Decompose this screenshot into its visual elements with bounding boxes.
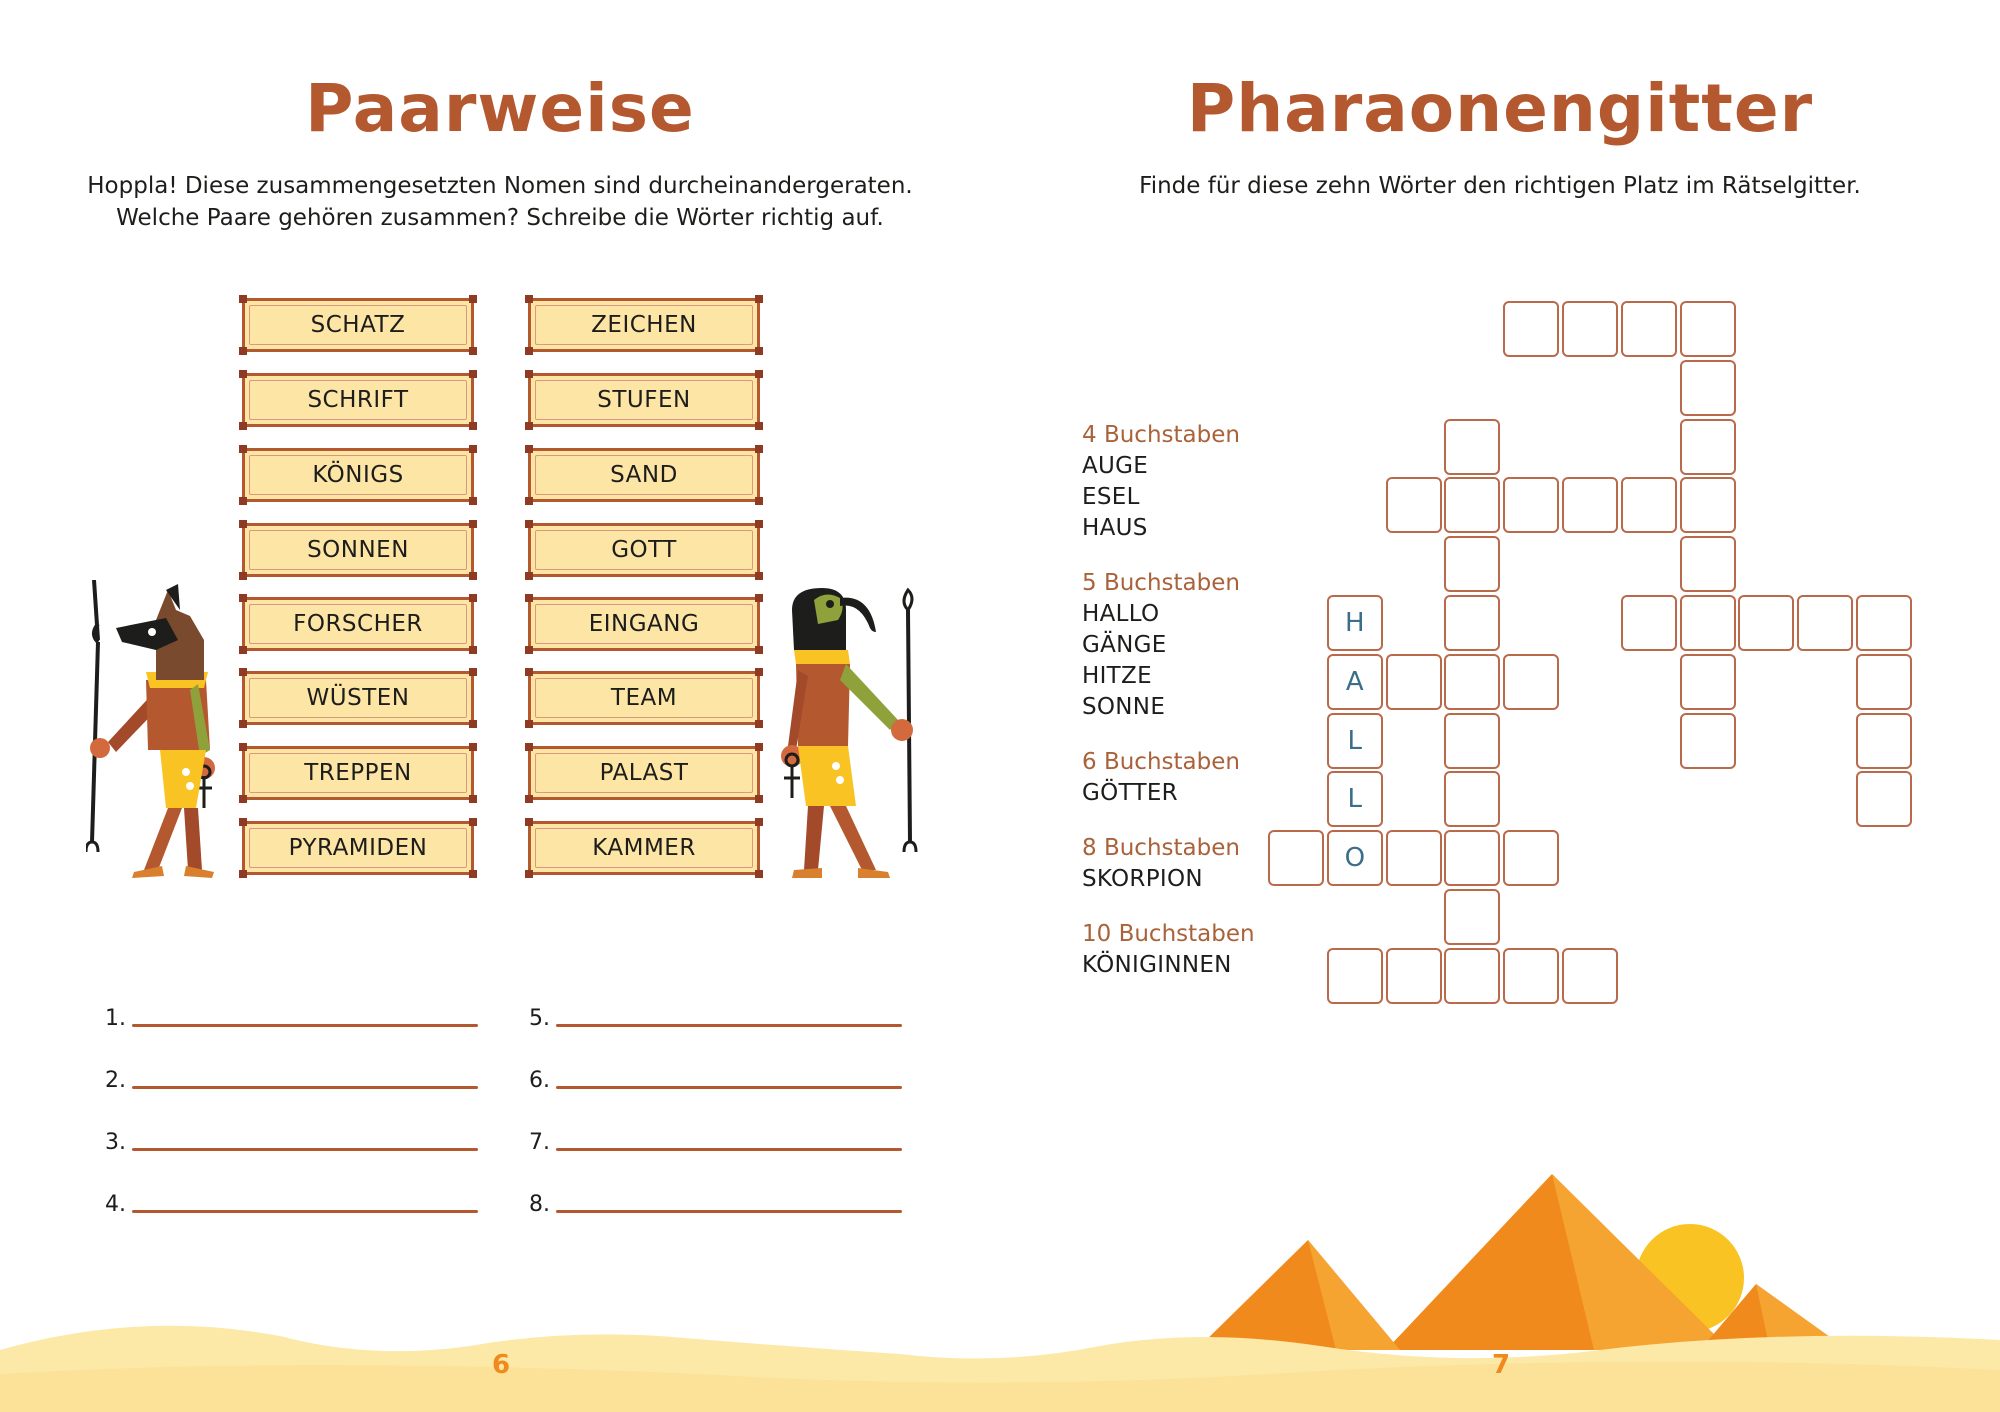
plaque-corner-ornament [525, 370, 533, 378]
plaque-corner-ornament [755, 646, 763, 654]
plaque-corner-ornament [239, 743, 247, 751]
crossword-cell[interactable] [1562, 948, 1618, 1004]
crossword-cell[interactable] [1680, 419, 1736, 475]
word-plaque [528, 671, 760, 725]
plaque-corner-ornament [525, 870, 533, 878]
plaque-corner-ornament [525, 646, 533, 654]
answer-line[interactable] [556, 1024, 902, 1027]
plaque-corner-ornament [755, 743, 763, 751]
word-list-item: GÖTTER [1082, 780, 1178, 806]
plaque-word: EINGANG [588, 611, 700, 637]
crossword-cell[interactable] [1621, 477, 1677, 533]
word-group-heading: 4 Buchstaben [1082, 422, 1240, 448]
plaque-corner-ornament [469, 572, 477, 580]
plaque-corner-ornament [469, 347, 477, 355]
answer-number: 1. [105, 1006, 126, 1031]
plaque-corner-ornament [525, 520, 533, 528]
plaque-corner-ornament [525, 743, 533, 751]
word-plaque [242, 746, 474, 800]
crossword-cell[interactable] [1503, 477, 1559, 533]
word-plaque [528, 597, 760, 651]
instructions: Finde für diese zehn Wörter den richtigen Platz im Rätselgitter. [1139, 173, 1861, 199]
plaque-corner-ornament [239, 795, 247, 803]
anubis-figure-illustration [86, 580, 226, 880]
word-list-item: KÖNIGINNEN [1082, 952, 1232, 978]
plaque-corner-ornament [755, 572, 763, 580]
crossword-cell[interactable] [1327, 948, 1383, 1004]
answer-number: 2. [105, 1068, 126, 1093]
plaque-corner-ornament [525, 720, 533, 728]
plaque-corner-ornament [469, 422, 477, 430]
plaque-corner-ornament [239, 520, 247, 528]
answer-row[interactable] [98, 1068, 478, 1093]
crossword-cell[interactable] [1386, 830, 1442, 886]
crossword-cell[interactable] [1386, 477, 1442, 533]
plaque-corner-ornament [755, 818, 763, 826]
crossword-cell[interactable] [1386, 948, 1442, 1004]
plaque-corner-ornament [469, 370, 477, 378]
plaque-corner-ornament [469, 594, 477, 602]
plaque-corner-ornament [239, 594, 247, 602]
desert-scenery-illustration [0, 1160, 2000, 1412]
word-group [1082, 420, 1282, 544]
plaque-corner-ornament [239, 445, 247, 453]
word-plaque [528, 523, 760, 577]
plaque-corner-ornament [755, 795, 763, 803]
instructions-line-1: Hoppla! Diese zusammengesetzten Nomen sind durcheinandergeraten. [87, 173, 913, 199]
plaque-corner-ornament [469, 720, 477, 728]
plaque-corner-ornament [755, 295, 763, 303]
answer-row[interactable] [98, 1006, 478, 1031]
crossword-cell[interactable] [1444, 830, 1500, 886]
plaque-word: SCHATZ [310, 312, 406, 338]
crossword-cell[interactable] [1444, 595, 1500, 651]
crossword-cell-prefilled[interactable]: O [1327, 830, 1383, 886]
word-plaque [242, 597, 474, 651]
crossword-cell[interactable] [1444, 419, 1500, 475]
crossword-cell-prefilled[interactable]: L [1327, 771, 1383, 827]
word-plaque [242, 671, 474, 725]
crossword-cell-prefilled[interactable]: H [1327, 595, 1383, 651]
word-list [1082, 420, 1282, 1005]
crossword-cell[interactable] [1680, 654, 1736, 710]
crossword-cell[interactable] [1268, 830, 1324, 886]
plaque-corner-ornament [525, 668, 533, 676]
plaque-word: STUFEN [597, 387, 691, 413]
plaque-corner-ornament [239, 572, 247, 580]
plaque-word: PALAST [599, 760, 689, 786]
answer-number: 6. [529, 1068, 550, 1093]
crossword-cell[interactable] [1444, 536, 1500, 592]
answer-number: 4. [105, 1192, 126, 1217]
plaque-corner-ornament [469, 795, 477, 803]
word-group [1082, 747, 1282, 809]
plaque-word: ZEICHEN [591, 312, 697, 338]
word-list-item: AUGE [1082, 453, 1149, 479]
plaque-corner-ornament [239, 347, 247, 355]
plaque-corner-ornament [239, 870, 247, 878]
crossword-cell[interactable] [1680, 536, 1736, 592]
word-plaque [528, 746, 760, 800]
answer-row[interactable] [522, 1130, 902, 1155]
crossword-cell[interactable] [1797, 595, 1853, 651]
crossword-cell[interactable] [1444, 948, 1500, 1004]
word-list-item: GÄNGE [1082, 632, 1167, 658]
page-title: Paarweise [305, 70, 695, 147]
word-list-item: SKORPION [1082, 866, 1203, 892]
instructions-line-2: Welche Paare gehören zusammen? Schreibe die Wörter richtig auf. [116, 205, 884, 231]
crossword-cell-prefilled[interactable]: L [1327, 713, 1383, 769]
crossword-cell[interactable] [1856, 771, 1912, 827]
plaque-word: WÜSTEN [306, 685, 410, 711]
plaque-word: GOTT [611, 537, 677, 563]
plaque-word: SAND [610, 462, 678, 488]
plaque-corner-ornament [469, 295, 477, 303]
plaque-corner-ornament [525, 295, 533, 303]
answer-number: 3. [105, 1130, 126, 1155]
plaque-corner-ornament [525, 422, 533, 430]
plaque-corner-ornament [239, 720, 247, 728]
word-plaque [242, 373, 474, 427]
page-number-left: 6 [492, 1350, 511, 1380]
crossword-cell[interactable] [1503, 654, 1559, 710]
word-plaque [528, 298, 760, 352]
plaque-corner-ornament [239, 668, 247, 676]
crossword-cell[interactable] [1562, 301, 1618, 357]
crossword-cell[interactable] [1562, 477, 1618, 533]
word-plaque [528, 373, 760, 427]
plaque-corner-ornament [239, 422, 247, 430]
answer-row[interactable] [98, 1130, 478, 1155]
crossword-cell[interactable] [1738, 595, 1794, 651]
crossword-cell[interactable] [1680, 477, 1736, 533]
crossword-cell[interactable] [1680, 713, 1736, 769]
crossword-cell[interactable] [1856, 595, 1912, 651]
word-list-item: HAUS [1082, 515, 1148, 541]
crossword-cell[interactable] [1444, 713, 1500, 769]
answer-number: 5. [529, 1006, 550, 1031]
word-plaque [242, 821, 474, 875]
plaque-corner-ornament [239, 497, 247, 505]
plaque-corner-ornament [525, 347, 533, 355]
word-plaque [242, 523, 474, 577]
plaque-corner-ornament [239, 646, 247, 654]
plaque-word: PYRAMIDEN [288, 835, 428, 861]
plaque-corner-ornament [525, 818, 533, 826]
answer-line[interactable] [132, 1086, 478, 1089]
plaque-corner-ornament [469, 818, 477, 826]
word-list-item: HALLO [1082, 601, 1160, 627]
answer-line[interactable] [556, 1148, 902, 1151]
plaque-corner-ornament [755, 497, 763, 505]
crossword-cell[interactable] [1680, 595, 1736, 651]
word-group-heading: 6 Buchstaben [1082, 749, 1240, 775]
plaque-corner-ornament [469, 743, 477, 751]
plaque-corner-ornament [755, 370, 763, 378]
plaque-corner-ornament [469, 646, 477, 654]
answer-line[interactable] [556, 1086, 902, 1089]
word-group-heading: 5 Buchstaben [1082, 570, 1240, 596]
crossword-cell[interactable] [1856, 654, 1912, 710]
plaque-corner-ornament [525, 795, 533, 803]
plaque-corner-ornament [755, 668, 763, 676]
answer-number: 8. [529, 1192, 550, 1217]
plaque-corner-ornament [239, 370, 247, 378]
crossword-cell[interactable] [1856, 713, 1912, 769]
crossword-cell[interactable] [1444, 771, 1500, 827]
word-group-heading: 8 Buchstaben [1082, 835, 1240, 861]
plaque-word: SONNEN [307, 537, 409, 563]
plaque-corner-ornament [755, 445, 763, 453]
plaque-corner-ornament [755, 422, 763, 430]
plaque-corner-ornament [755, 594, 763, 602]
plaque-corner-ornament [469, 445, 477, 453]
page-number-right: 7 [1492, 1350, 1511, 1380]
word-list-item: ESEL [1082, 484, 1140, 510]
word-group [1082, 919, 1282, 981]
plaque-corner-ornament [755, 347, 763, 355]
answer-number: 7. [529, 1130, 550, 1155]
plaque-corner-ornament [239, 818, 247, 826]
plaque-corner-ornament [525, 497, 533, 505]
crossword-cell[interactable] [1444, 889, 1500, 945]
thoth-figure-illustration [778, 580, 928, 880]
answer-line[interactable] [132, 1024, 478, 1027]
plaque-corner-ornament [755, 720, 763, 728]
crossword-cell[interactable] [1621, 301, 1677, 357]
word-group [1082, 833, 1282, 895]
crossword-cell-prefilled[interactable]: A [1327, 654, 1383, 710]
instructions [60, 170, 940, 234]
word-list-item: SONNE [1082, 694, 1166, 720]
crossword-cell[interactable] [1621, 595, 1677, 651]
plaque-corner-ornament [469, 497, 477, 505]
word-plaque [528, 821, 760, 875]
plaque-word: TREPPEN [304, 760, 412, 786]
plaque-word: TEAM [610, 685, 678, 711]
plaque-word: FORSCHER [293, 611, 423, 637]
page-title: Pharaonengitter [1186, 70, 1814, 147]
word-plaque [242, 298, 474, 352]
plaque-corner-ornament [469, 520, 477, 528]
plaque-corner-ornament [755, 870, 763, 878]
plaque-word: KÖNIGS [312, 462, 404, 488]
plaque-word: SCHRIFT [307, 387, 409, 413]
word-group [1082, 568, 1282, 723]
crossword-cell[interactable] [1503, 948, 1559, 1004]
word-plaque [242, 448, 474, 502]
crossword-cell[interactable] [1503, 830, 1559, 886]
word-group-heading: 10 Buchstaben [1082, 921, 1255, 947]
plaque-corner-ornament [525, 594, 533, 602]
crossword-cell[interactable] [1680, 360, 1736, 416]
plaque-corner-ornament [469, 668, 477, 676]
plaque-word: KAMMER [592, 835, 696, 861]
plaque-corner-ornament [755, 520, 763, 528]
crossword-cell[interactable] [1680, 301, 1736, 357]
plaque-corner-ornament [525, 572, 533, 580]
plaque-corner-ornament [525, 445, 533, 453]
word-plaque [528, 448, 760, 502]
plaque-corner-ornament [239, 295, 247, 303]
crossword-cell[interactable] [1386, 654, 1442, 710]
plaque-corner-ornament [469, 870, 477, 878]
answer-row[interactable] [522, 1006, 902, 1031]
answer-row[interactable] [522, 1068, 902, 1093]
answer-line[interactable] [132, 1148, 478, 1151]
crossword-cell[interactable] [1444, 477, 1500, 533]
crossword-cell[interactable] [1503, 301, 1559, 357]
crossword-cell[interactable] [1444, 654, 1500, 710]
word-list-item: HITZE [1082, 663, 1152, 689]
